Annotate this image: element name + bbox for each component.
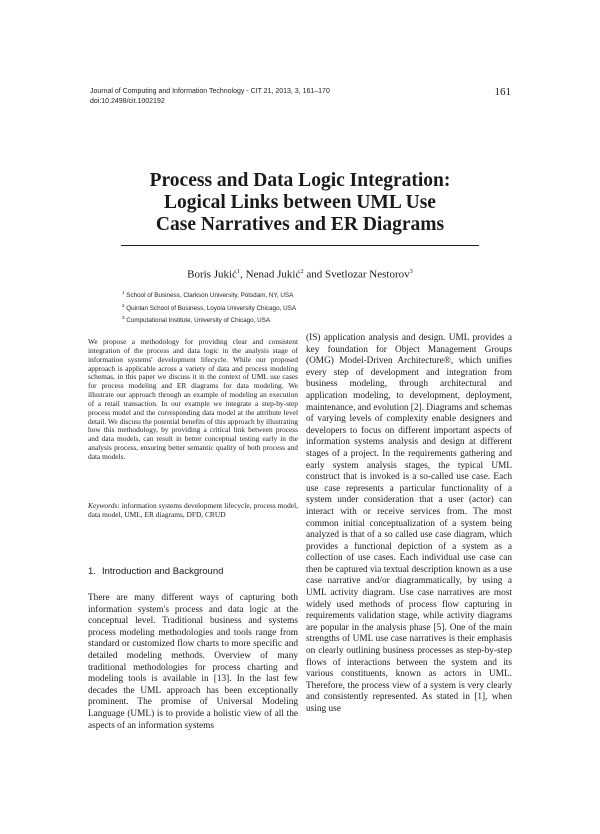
affiliation-mark: 1 (122, 290, 125, 295)
author-mark: 3 (409, 268, 413, 275)
title-line: Case Narratives and ER Diagrams (155, 214, 445, 235)
author-and: and (303, 268, 325, 281)
affiliation (122, 301, 452, 314)
doi: doi:10.2498/cit.1002192 (90, 98, 165, 105)
abstract: We propose a methodology for providing clear and consistent integration of the process and data logic in the analysis stage of information systems' development lifecycle. While our proposed approach is applicable across a variety of data and process modeling schemas, in this paper we discuss it in the context of UML use cases for process modeling and ER diagrams for data modeling. We illustrate our approach through an example of modeling an execution of a retail transaction. In our example we integrate a step-by-step process model and the corresponding data model at the attribute level detail. We discuss the potential benefits of this approach by illustrating how this methodology, by providing a critical link between process and data models, can result in better conceptual testing early in the analysis process, ensuring better semantic quality of both process and data models. (88, 337, 298, 461)
author-separator: , (240, 268, 246, 281)
author-list (60, 265, 540, 282)
intro-paragraph: There are many different ways of capturing both information system's process and data logic at the conceptual level. Traditional business and systems process modeling methodologies and tools range from standard or customized flow charts to more specific and detailed modeling methods. Overview of many traditional methodologies for process charting and modeling tools is available in [13]. In the last few decades the UML approach has been exceptionally prominent. The promise of Universal Modeling Language (UML) is to provide a holistic view of all the aspects of an information systems (88, 593, 298, 731)
paper-title (60, 170, 540, 236)
keywords-text: information systems development lifecycle, process model, data model, UML, ER diagrams, DFD, CRUD (88, 501, 298, 519)
page-number: 161 (494, 86, 511, 98)
affiliations (122, 288, 452, 326)
right-column-paragraph: (IS) application analysis and design. UML provides a key foundation for Object Management Groups (OMG) Model-Driven Architecture®, which unifies every step of development and integration from business modeling, through architectural and application modeling, to development, deployment, maintenance, and evolution [2]. Diagrams and schemas of varying levels of complexity enable designers and developers to focus on different important aspects of information systems analysis and design at different stages of a project. In the requirements gathering and early system analysis stages, the typical UML construct that is invoked is a so-called use case. Each use case represents a particular functionality of a system under consideration that a user (actor) can interact with or receive services from. The most common initial conceptualization of a system being analyzed is that of a so called use case diagram, which provides a functional depiction of a system as a collection of use cases. Each individual use case can then be captured via textual description known as a use case narrative and/or diagrammatically, by using a UML activity diagram. Use case narratives are most widely used methods of process flow capturing in requirements validation stage, while activity diagrams are popular in the analysis phase [5]. One of the main strengths of UML use case narratives is their emphasis on clearly outlining business processes as step-by-step flows of interactions between the system and its various constituents, known as actors in UML. Therefore, the process view of a system is very clearly and consistently represented. As stated in [1], when using use (306, 333, 513, 714)
journal-citation: Journal of Computing and Information Technology - CIT 21, 2013, 3, 161–170 (90, 88, 330, 95)
title-divider (121, 245, 479, 246)
affiliation-text: Quinlan School of Business, Loyola University Chicago, USA (126, 304, 297, 312)
keywords-label: Keywords: (88, 501, 120, 510)
section-title: Introduction and Background (101, 566, 224, 577)
author-mark: 2 (300, 268, 304, 275)
author-mark: 1 (236, 268, 241, 275)
affiliation (122, 288, 452, 301)
author-name: Nenad Jukić (245, 268, 301, 281)
affiliation-text: School of Business, Clarkson University, Potsdam, NY, USA (126, 292, 294, 300)
affiliation (122, 313, 452, 326)
title-line: Process and Data Logic Integration: (149, 170, 451, 191)
affiliation-mark: 2 (122, 302, 125, 308)
section-heading (88, 566, 308, 577)
author-name: Boris Jukić (187, 268, 237, 281)
section-number: 1. (88, 566, 96, 577)
affiliation-text: Computational Institute, University of Chicago, USA (126, 317, 271, 325)
keywords (88, 502, 298, 520)
running-header (90, 87, 450, 107)
affiliation-mark: 3 (122, 315, 125, 320)
author-name: Svetlozar Nestorov (325, 268, 410, 281)
title-line: Logical Links between UML Use (164, 192, 436, 213)
